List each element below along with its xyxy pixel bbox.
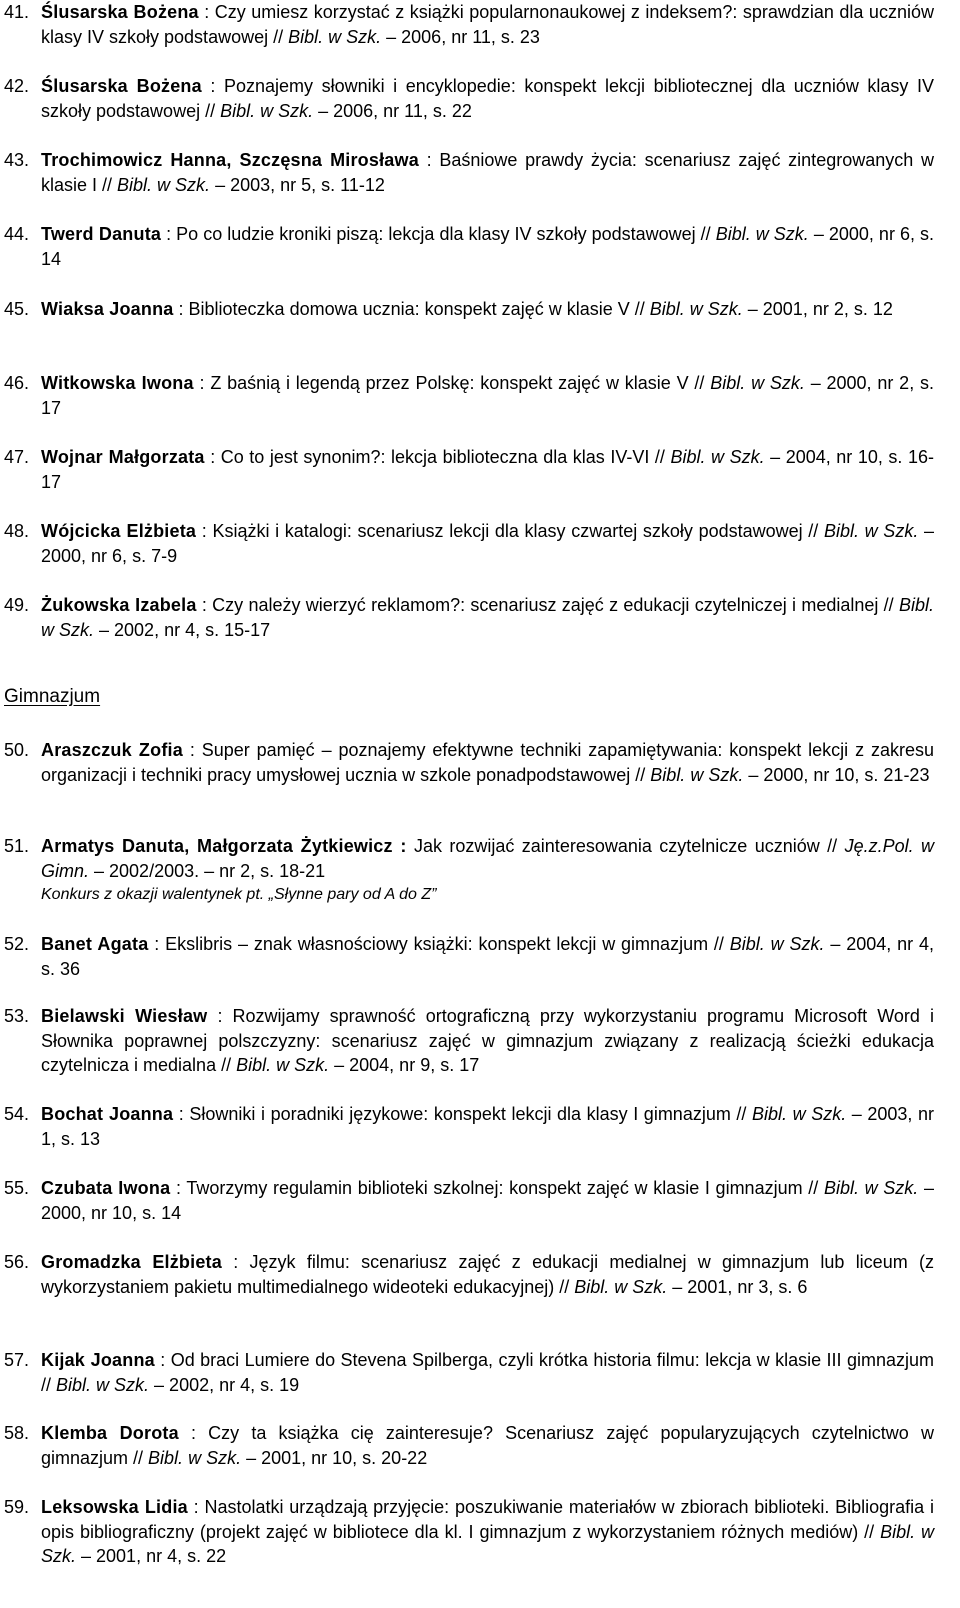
entry-details: – 2001, nr 3, s. 6	[667, 1276, 808, 1297]
bibliography-entry	[4, 1102, 934, 1151]
entry-number: 42.	[4, 76, 30, 96]
entry-title: Super pamięć – poznajemy efektywne techniki zapamiętywania: konspekt lekcji z zakresu organizacji i techniki pracy umysłowej ucznia w szkole ponadpodstawowej //	[41, 740, 934, 785]
bibliography-entry	[4, 0, 934, 49]
entry-separator: :	[178, 1423, 209, 1443]
entry-source: Bibl. w Szk.	[715, 224, 809, 244]
entry-body	[41, 1004, 934, 1078]
entry-body	[41, 222, 934, 271]
entry-author: Armatys Danuta, Małgorzata Żytkiewicz :	[41, 836, 407, 856]
entry-title: Czy ta książka cię zainteresuje? Scenariusz zajęć popularyzujących czytelnictwo w gimnazjum //	[41, 1423, 934, 1468]
entry-details: – 2003, nr 1, s. 13	[41, 1104, 935, 1149]
entry-author: Gromadzka Elżbieta	[41, 1252, 222, 1272]
entry-details: – 2002/2003. – nr 2, s. 18-21	[89, 860, 326, 881]
entry-number: 55.	[4, 1178, 30, 1198]
entry-author: Leksowska Lidia	[41, 1497, 188, 1517]
entry-separator: :	[201, 76, 224, 96]
entry-title: Od braci Lumiere do Stevena Spilberga, czyli krótka historia filmu: lekcja w klasie III gimnazjum //	[41, 1350, 934, 1395]
bibliography-entry	[4, 74, 934, 123]
entry-source: Ję.z.Pol. w Gimn.	[41, 836, 934, 881]
entry-number: 56.	[4, 1252, 30, 1272]
entry-details: – 2000, nr 6, s. 14	[41, 224, 934, 269]
entry-title: Książki i katalogi: scenariusz lekcji dla klasy czwartej szkoły podstawowej //	[212, 521, 824, 541]
entry-separator: :	[196, 521, 213, 541]
entry-details: – 2004, nr 4, s. 36	[41, 934, 934, 979]
entry-separator	[407, 836, 414, 856]
entry-number: 45.	[4, 299, 30, 319]
entry-number: 58.	[4, 1423, 30, 1443]
entry-details: – 2002, nr 4, s. 15-17	[94, 619, 271, 640]
entry-author: Wiaksa Joanna	[41, 299, 174, 319]
bibliography-entry	[4, 297, 934, 322]
entry-details: – 2000, nr 6, s. 7-9	[41, 521, 935, 566]
entry-details: – 2001, nr 10, s. 20-22	[241, 1447, 428, 1468]
entry-number: 41.	[4, 2, 30, 22]
entry-title: Nastolatki urządzają przyjęcie: poszukiwanie materiałów w zbiorach biblioteki. Bibliografia i opis bibliograficzny (projekt zajęć w bibliotece dla kl. I gimnazjum z wykorzystaniem różnych mediów) //	[41, 1497, 934, 1542]
entry-number: 59.	[4, 1497, 30, 1517]
bibliography-entry	[4, 445, 934, 494]
entry-details: – 2000, nr 10, s. 21-23	[743, 764, 930, 785]
entry-source: Bibl. w Szk.	[752, 1104, 847, 1124]
entry-number: 51.	[4, 836, 30, 856]
entry-source: Bibl. w Szk.	[220, 100, 314, 121]
entry-separator: :	[207, 1006, 233, 1026]
entry-separator: :	[196, 595, 213, 615]
entry-title: Jak rozwijać zainteresowania czytelnicze uczniów //	[413, 836, 845, 856]
entry-title: Czy należy wierzyć reklamom?: scenariusz zajęć z edukacji czytelniczej i medialnej //	[212, 595, 899, 615]
entry-separator: :	[182, 740, 202, 760]
entry-body	[41, 74, 934, 123]
entry-author: Banet Agata	[41, 934, 149, 954]
entry-author: Witkowska Iwona	[41, 373, 194, 393]
entry-source: Bibl. w Szk.	[729, 934, 825, 954]
entry-title: Po co ludzie kroniki piszą: lekcja dla klasy IV szkoły podstawowej //	[176, 224, 716, 244]
bibliography-entry	[4, 1421, 934, 1470]
entry-separator: :	[154, 1350, 171, 1370]
entry-separator: :	[221, 1252, 250, 1272]
bibliography-entry	[4, 738, 934, 787]
entry-body	[41, 593, 934, 642]
entry-number: 44.	[4, 224, 30, 244]
bibliography-entry	[4, 1004, 934, 1078]
entry-body	[41, 834, 934, 906]
entry-title: Język filmu: scenariusz zajęć z edukacji medialnej w gimnazjum lub liceum (z wykorzystaniem pakietu multimedialnego wideoteki edukacyjnej) //	[41, 1252, 934, 1297]
entry-number: 54.	[4, 1104, 30, 1124]
entry-note: Konkurs z okazji walentynek pt. „Słynne pary od A do Z”	[41, 886, 437, 903]
section-heading-gimnazjum: Gimnazjum	[4, 686, 101, 707]
entry-separator: :	[173, 1104, 190, 1124]
entry-separator: :	[198, 2, 215, 22]
entry-source: Bibl. w Szk.	[148, 1447, 242, 1468]
bibliography-entry	[4, 1250, 934, 1299]
entry-separator: :	[204, 447, 221, 467]
entry-number: 57.	[4, 1350, 30, 1370]
entry-title: Ekslibris – znak własnościowy książki: konspekt lekcji w gimnazjum //	[165, 934, 730, 954]
entry-separator: :	[170, 1178, 187, 1198]
entry-details: – 2006, nr 11, s. 22	[313, 100, 472, 121]
entry-author: Ślusarska Bożena	[41, 2, 199, 22]
entry-author: Bielawski Wiesław	[41, 1006, 208, 1026]
entry-body	[41, 1495, 934, 1569]
entry-details: – 2001, nr 4, s. 22	[76, 1546, 227, 1566]
bibliography-entry	[4, 593, 934, 642]
entry-title: Biblioteczka domowa ucznia: konspekt zajęć w klasie V //	[188, 299, 650, 319]
entry-details: – 2004, nr 9, s. 17	[329, 1055, 480, 1075]
entry-number: 53.	[4, 1006, 30, 1026]
bibliography-entry	[4, 1495, 934, 1569]
entry-details: – 2001, nr 2, s. 12	[742, 299, 893, 319]
entry-number: 52.	[4, 934, 30, 954]
entry-source: Bibl. w Szk.	[41, 595, 934, 640]
entry-author: Araszczuk Zofia	[41, 740, 183, 760]
entry-separator: :	[161, 224, 177, 244]
entry-separator: :	[193, 373, 211, 393]
entry-body	[41, 1421, 934, 1470]
entry-number: 46.	[4, 373, 30, 393]
entry-details: – 2003, nr 5, s. 11-12	[210, 174, 385, 195]
entry-source: Bibl. w Szk.	[823, 521, 919, 541]
entry-body	[41, 0, 934, 49]
entry-details: – 2004, nr 10, s. 16-17	[41, 447, 934, 492]
entry-source: Bibl. w Szk.	[650, 764, 744, 785]
entry-source: Bibl. w Szk.	[823, 1178, 919, 1198]
entry-number: 43.	[4, 150, 30, 170]
entry-source: Bibl. w Szk.	[574, 1276, 668, 1297]
bibliography-entry	[4, 1348, 934, 1397]
bibliography-entry	[4, 1176, 934, 1225]
bibliography-entry	[4, 222, 934, 271]
entry-number: 50.	[4, 740, 30, 760]
entry-separator: :	[148, 934, 166, 954]
entry-title: Czy umiesz korzystać z książki popularnonaukowej z indeksem?: sprawdzian dla uczniów klasy IV szkoły podstawowej //	[41, 2, 934, 47]
entry-details: – 2000, nr 2, s. 17	[41, 373, 935, 418]
entry-body	[41, 297, 934, 322]
entry-author: Bochat Joanna	[41, 1104, 174, 1124]
entry-author: Żukowska Izabela	[41, 595, 197, 615]
entry-details: – 2002, nr 4, s. 19	[149, 1374, 300, 1395]
bibliography-entry	[4, 371, 934, 420]
bibliography-entry	[4, 519, 934, 568]
entry-separator: :	[173, 299, 189, 319]
entry-separator: :	[187, 1497, 205, 1517]
entry-source: Bibl. w Szk.	[56, 1374, 150, 1395]
entry-author: Wojnar Małgorzata	[41, 447, 205, 467]
entry-body	[41, 148, 934, 197]
bibliography-entry	[4, 148, 934, 197]
entry-body	[41, 1176, 934, 1225]
entry-author: Wójcicka Elżbieta	[41, 521, 197, 541]
entry-number: 47.	[4, 447, 30, 467]
entry-body	[41, 1348, 934, 1397]
bibliography-entry	[4, 834, 934, 906]
entry-title: Tworzymy regulamin biblioteki szkolnej: konspekt zajęć w klasie I gimnazjum //	[186, 1178, 824, 1198]
entry-number: 48.	[4, 521, 30, 541]
entry-source: Bibl. w Szk.	[710, 373, 805, 393]
entry-title: Z baśnią i legendą przez Polskę: konspekt zajęć w klasie V //	[210, 373, 711, 393]
bibliography-entry	[4, 932, 934, 981]
entry-source: Bibl. w Szk.	[41, 1521, 935, 1566]
entry-details: – 2006, nr 11, s. 23	[381, 26, 540, 47]
entry-title: Co to jest synonim?: lekcja biblioteczna dla klas IV-VI //	[220, 447, 671, 467]
entry-author: Czubata Iwona	[41, 1178, 171, 1198]
entry-body	[41, 1250, 934, 1299]
entry-source: Bibl. w Szk.	[670, 447, 765, 467]
entry-body	[41, 445, 934, 494]
entry-source: Bibl. w Szk.	[236, 1055, 330, 1075]
entry-source: Bibl. w Szk.	[288, 26, 382, 47]
entry-author: Kijak Joanna	[41, 1350, 155, 1370]
entry-author: Twerd Danuta	[41, 224, 162, 244]
entry-title: Poznajemy słowniki i encyklopedie: konspekt lekcji bibliotecznej dla uczniów klasy IV szkoły podstawowej //	[41, 76, 934, 121]
entry-body	[41, 932, 934, 981]
entry-title: Rozwijamy sprawność ortograficzną przy wykorzystaniu programu Microsoft Word i Słownika poprawnej polszczyzny: scenariusz zajęć w gimnazjum związany z realizacją ścieżki edukacja czytelnicza i medialna //	[41, 1006, 934, 1075]
entry-author: Trochimowicz Hanna, Szczęsna Mirosława	[41, 150, 419, 170]
entry-body	[41, 1102, 934, 1151]
entry-title: Baśniowe prawdy życia: scenariusz zajęć zintegrowanych w klasie I //	[41, 150, 934, 195]
entry-source: Bibl. w Szk.	[117, 174, 211, 195]
entry-author: Klemba Dorota	[41, 1423, 179, 1443]
entry-body	[41, 738, 934, 787]
entry-number: 49.	[4, 595, 30, 615]
entry-details: – 2000, nr 10, s. 14	[41, 1178, 934, 1223]
entry-author: Ślusarska Bożena	[41, 76, 202, 96]
entry-title: Słowniki i poradniki językowe: konspekt lekcji dla klasy I gimnazjum //	[189, 1104, 753, 1124]
entry-body	[41, 371, 934, 420]
entry-source: Bibl. w Szk.	[649, 299, 743, 319]
entry-separator: :	[418, 150, 440, 170]
entry-body	[41, 519, 934, 568]
